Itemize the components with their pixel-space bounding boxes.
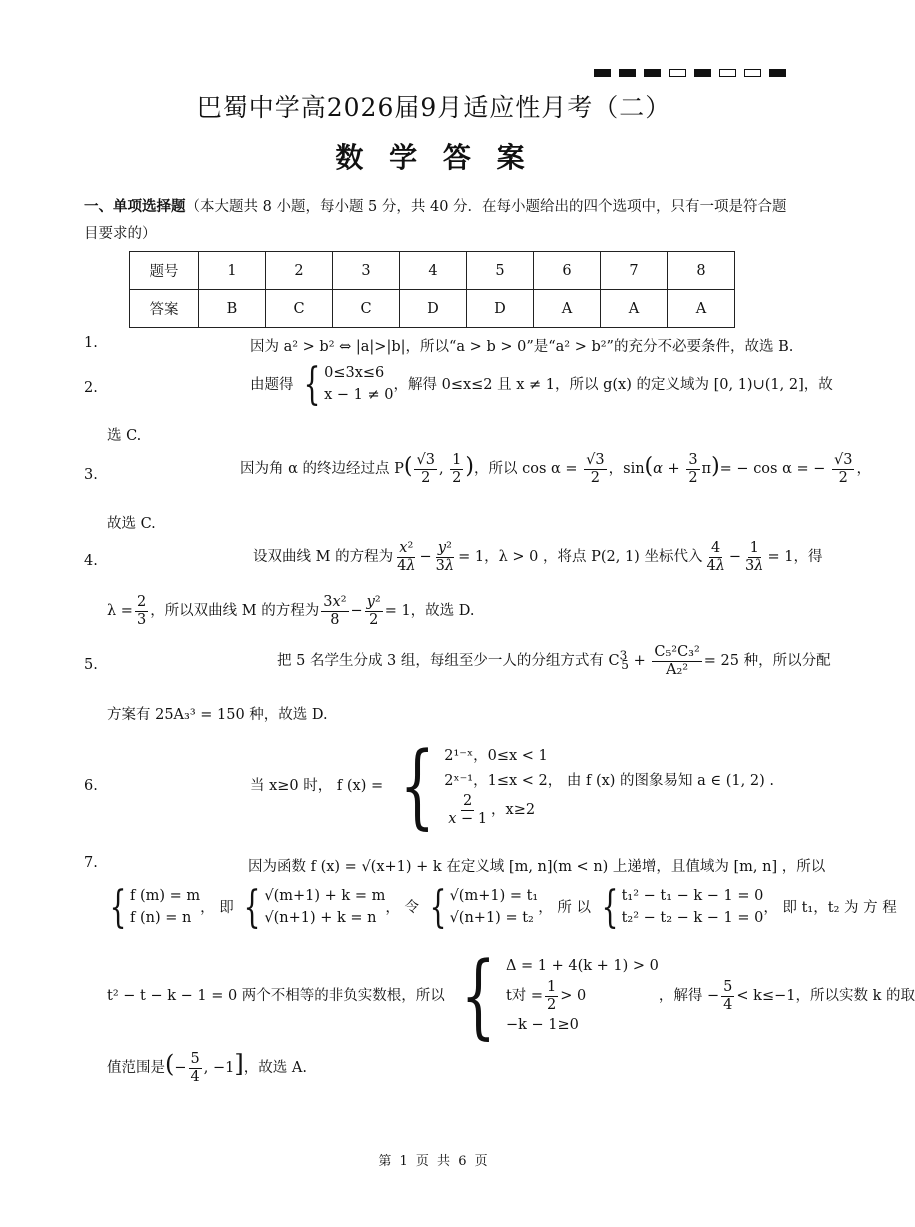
equation: √(m+1) = t₁ [449, 888, 539, 905]
question-number: 5. [84, 657, 98, 673]
table-cell: 2 [266, 252, 333, 290]
table-cell: 4 [400, 252, 467, 290]
table-cell: 3 [333, 252, 400, 290]
solution-text: = 1，得 [767, 549, 823, 566]
equation: −k − 1≥0 [505, 1017, 579, 1034]
equation: x − 1 ≠ 0 [324, 387, 394, 403]
equation: Δ = 1 + 4(k + 1) > 0 [505, 958, 659, 975]
table-cell: 6 [534, 252, 601, 290]
table-cell: 5 [467, 252, 534, 290]
solution-text: ， 即 [200, 900, 234, 916]
table-cell: D [400, 290, 467, 328]
equation: f (n) = n [130, 910, 192, 926]
solution-text: 值范围是 [107, 1060, 165, 1076]
page-marker-squares [594, 69, 786, 77]
question-number: 4. [84, 553, 98, 569]
table-cell: A [534, 290, 601, 328]
solution-3-cont: 故选 C. [107, 516, 156, 532]
solution-text: = 25 种，所以分配 [703, 653, 831, 670]
table-row-questions [130, 252, 735, 290]
table-cell: 1 [199, 252, 266, 290]
equation: > 0 [560, 988, 587, 1004]
solution-1: 因为 a² > b² ⇔ |a|>|b|，所以“a > b > 0”是“a² > b²”的充分不必要条件，故选 B. [250, 339, 794, 355]
solution-4-cont: λ = $\frac{2}{3}$ ，所以双曲线 M 的方程为 $\frac{\text{3x²}}{8}$ − $\frac{\text{y²}}{2}$ = 1，故选 D. [107, 594, 475, 628]
answer-table [129, 251, 735, 328]
solution-text: < k≤−1，所以实数 k 的取 [736, 988, 915, 1004]
solution-text: 由题得 [250, 377, 294, 393]
solution-text: λ = [107, 603, 133, 620]
solution-4: 设双曲线 M 的方程为 $\frac{\text{x²}}{4\lambda}$ − $\frac{\text{y²}}{3\lambda}$ = 1，λ > 0 ，将点 P(2, 1) 坐标代入 $\frac{4}{4\lambda}$ − $\frac{1}{3\lambda}$ = 1，得 [253, 540, 823, 574]
section-title: 一、单项选择题 [84, 199, 186, 215]
solution-text: ， 所 以 [538, 900, 591, 916]
question-number: 3. [84, 467, 98, 483]
piecewise-function: { 2¹⁻ˣ，0≤x < 1 2ˣ⁻¹，1≤x < 2， 由 f (x) 的图象易知 a ∈ (1, 2) . $\frac{2}{x - 1}$ ，x≥2 [399, 732, 774, 839]
solution-2-cont: 选 C. [107, 428, 142, 444]
equation: 2ˣ⁻¹，1≤x < 2， [444, 772, 563, 789]
equation: √(m+1) + k = m [264, 888, 386, 905]
question-number: 1. [84, 335, 98, 351]
question-number: 2. [84, 380, 98, 396]
section-heading [84, 194, 789, 248]
solution-text: = 1，λ > 0 ，将点 P(2, 1) 坐标代入 [458, 549, 703, 566]
solution-7-systems: { f (m) = m f (n) = n ， 即 { √(m+1) + k = m √(n+1) + k = n ， 令 { √(m+1) = t₁ √(n+1) = t₂ ， 所 以 { t₁² − t₁ − k − 1 = 0 t₂² − t₂ − k − 1 = 0 ， 即 t₁，t₂ 为 方 程 [109, 882, 897, 933]
solution-text: 由 f (x) 的图象易知 a ∈ (1, 2) . [566, 772, 774, 789]
solution-3: 因为角 α 的终边经过点 P( $\frac{√3}{2}$ , $\frac{1}{2}$ )，所以 cos α = $\frac{√3}{2}$ ，sin(α + $\frac{3}{2}$ π)= − cos α = − $\frac{√3}{2}$ ， [240, 452, 871, 486]
solution-7: 因为函数 f (x) = √(x+1) + k 在定义域 [m, n](m < n) 上递增，且值域为 [m, n] ，所以 [248, 859, 826, 875]
table-row-answers [130, 290, 735, 328]
solution-text: ，故选 A. [243, 1060, 307, 1076]
solution-text: ，所以双曲线 M 的方程为 [150, 603, 320, 620]
solution-text: ， 令 [385, 900, 419, 916]
solution-5: 把 5 名学生分成 3 组，每组至少一人的分组方式有 $C^3_5$ + $\frac{\text{C₅²C₃²}}{\text{A₂²}}$ = 25 种，所以分配 [277, 644, 831, 678]
solution-7-line4: 值范围是(− $\frac{5}{4}$ , −1]，故选 A. [107, 1050, 307, 1085]
table-cell: A [601, 290, 668, 328]
table-cell: A [668, 290, 735, 328]
equation: 0≤3x≤6 [324, 365, 385, 382]
solution-text: = 1，故选 D. [384, 603, 475, 620]
solution-text: = − cos α = − [719, 461, 826, 478]
solution-text: 当 x≥0 时， f (x) = [250, 778, 384, 794]
table-cell: 8 [668, 252, 735, 290]
table-cell-label: 题号 [130, 252, 199, 290]
table-cell: D [467, 290, 534, 328]
solution-text: 因为角 α 的终边经过点 P [240, 461, 404, 478]
equation: 2¹⁻ˣ，0≤x < 1 [444, 748, 548, 765]
table-cell: C [333, 290, 400, 328]
equation: t₂² − t₂ − k − 1 = 0 [621, 910, 764, 926]
equation: t₁² − t₁ − k − 1 = 0 [621, 888, 764, 905]
table-cell-label: 答案 [130, 290, 199, 328]
exam-title: 巴蜀中学高2026届9月适应性月考（二） [196, 93, 672, 122]
solution-text: ，sin [608, 461, 645, 478]
solution-text: t² − t − k − 1 = 0 两个不相等的非负实数根，所以 [107, 988, 445, 1004]
equation: t对 = [505, 988, 544, 1004]
solution-7-line3: t² − t − k − 1 = 0 两个不相等的非负实数根，所以 { Δ = 1 + 4(k + 1) > 0 t对 = $\frac{1}{2}$ > 0 −k − 1≥0 ，解得 − $\frac{5}{4}$ < k≤−1，所以实数 k 的取 [107, 942, 915, 1049]
equation: f (m) = m [130, 888, 201, 905]
section-description: （本大题共 8 小题，每小题 5 分，共 40 分．在每小题给出的四个选项中，只有一项是符合题目要求的） [84, 199, 787, 242]
page-footer: 第 1 页 共 6 页 [378, 1154, 490, 1169]
solution-5-cont: 方案有 25A₃³ = 150 种，故选 D. [107, 707, 328, 723]
answer-subtitle: 数 学 答 案 [335, 141, 533, 174]
question-number: 7. [84, 855, 98, 871]
table-cell: 7 [601, 252, 668, 290]
solution-6 [250, 732, 774, 839]
solution-text: ，解得 − [658, 988, 720, 1004]
equation: √(n+1) = t₂ [449, 910, 534, 926]
table-cell: C [266, 290, 333, 328]
solution-2 [250, 359, 833, 410]
solution-text: 把 5 名学生分成 3 组，每组至少一人的分组方式有 C [277, 653, 620, 670]
solution-text: ， 即 t₁，t₂ 为 方 程 [763, 900, 897, 916]
solution-text: ，解得 0≤x≤2 且 x ≠ 1，所以 g(x) 的定义域为 [0, 1)∪(1, 2]，故 [393, 377, 833, 393]
equation: √(n+1) + k = n [264, 910, 377, 926]
solution-text: 设双曲线 M 的方程为 [253, 549, 394, 566]
equation: ，x≥2 [491, 802, 536, 819]
question-number: 6. [84, 778, 98, 794]
solution-text: ，所以 cos α = [473, 461, 578, 478]
equation-system: { 0≤3x≤6 x − 1 ≠ 0 [303, 359, 394, 410]
table-cell: B [199, 290, 266, 328]
